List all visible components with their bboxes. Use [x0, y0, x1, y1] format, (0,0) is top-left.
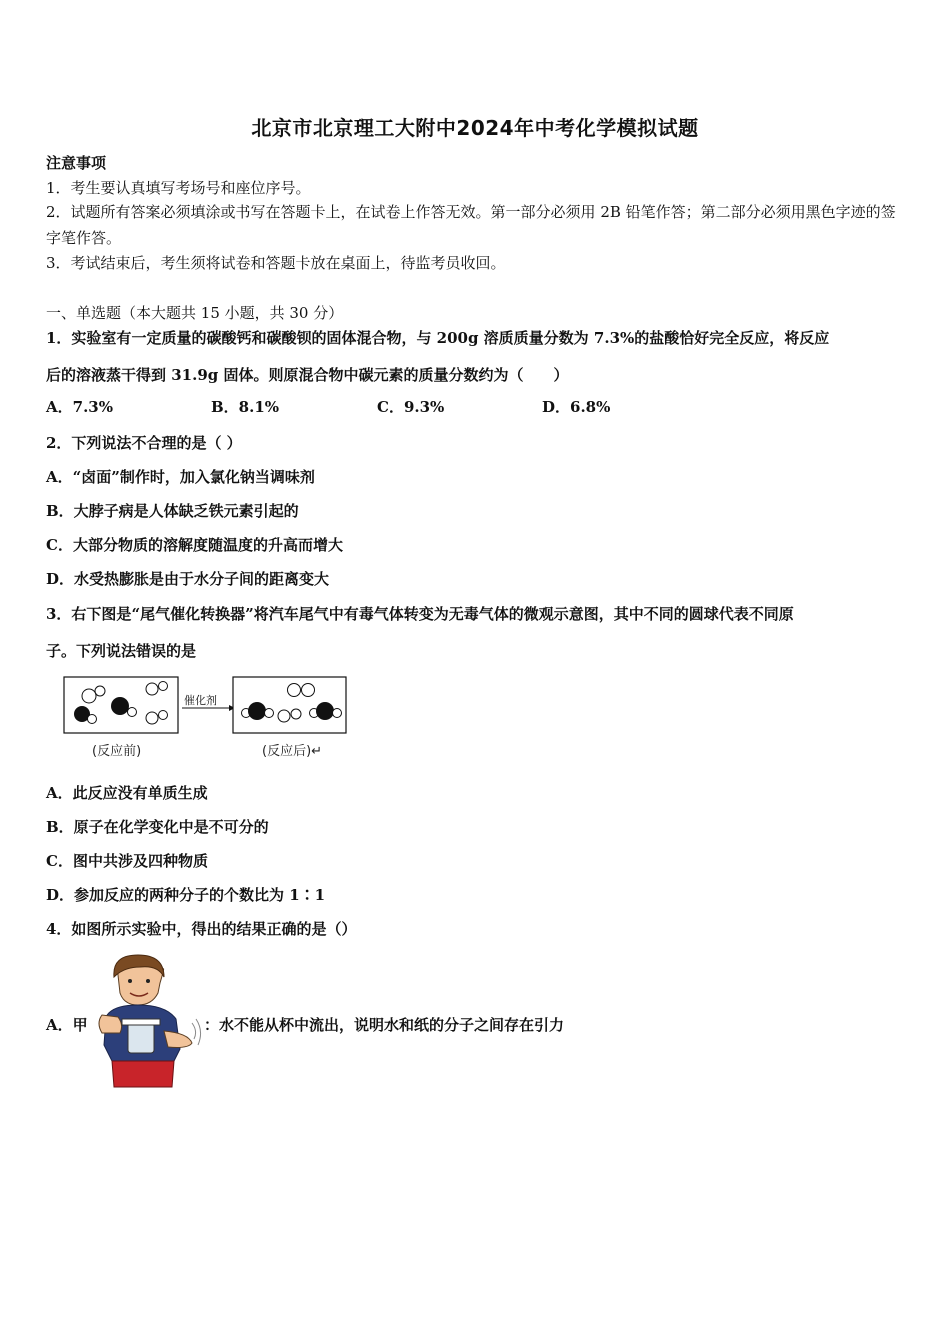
notes-item-1: 1．考生要认真填写考场号和座位序号。	[46, 179, 311, 197]
q1-option-b: B．8.1%	[211, 398, 280, 416]
before-caption: (反应前)	[92, 744, 142, 759]
notes-heading: 注意事项	[46, 154, 107, 172]
q3-option-d: D．参加反应的两种分子的个数比为 1∶1	[46, 886, 326, 904]
q1-options	[46, 396, 666, 418]
q4-option-a-text: ：水不能从杯中流出，说明水和纸的分子之间存在引力	[204, 1016, 565, 1034]
q4-stem: 4．如图所示实验中，得出的结果正确的是（）	[46, 920, 357, 938]
q2-option-a: A．“卤面”制作时，加入氯化钠当调味剂	[46, 468, 315, 486]
catalyst-label: 催化剂	[184, 694, 217, 707]
section-heading: 一、单选题（本大题共 15 小题，共 30 分）	[46, 304, 344, 322]
q3-stem-line-2: 子。下列说法错误的是	[46, 642, 197, 660]
q4-option-a-prefix: A．甲	[46, 1016, 88, 1034]
q2-option-d: D．水受热膨胀是由于水分子间的距离变大	[46, 570, 330, 588]
q1-stem-line-1: 1．实验室有一定质量的碳酸钙和碳酸钡的固体混合物，与 200g 溶质质量分数为 7.3%的盐酸恰好完全反应，将反应	[46, 329, 830, 347]
q2-option-c: C．大部分物质的溶解度随温度的升高而增大	[46, 536, 343, 554]
boy-experiment-illustration	[92, 953, 204, 1088]
notes-item-3: 3．考试结束后，考生须将试卷和答题卡放在桌面上，待监考员收回。	[46, 254, 506, 272]
q3-option-a: A．此反应没有单质生成	[46, 784, 208, 802]
q1-option-a: A．7.3%	[46, 398, 113, 416]
page-title: 北京市北京理工大附中2024年中考化学模拟试题	[251, 116, 699, 140]
q1-stem-line-2: 后的溶液蒸干得到 31.9g 固体。则原混合物中碳元素的质量分数约为（ ）	[46, 366, 569, 384]
q3-option-b: B．原子在化学变化中是不可分的	[46, 818, 269, 836]
q2-option-b: B．大脖子病是人体缺乏铁元素引起的	[46, 502, 299, 520]
q3-option-c: C．图中共涉及四种物质	[46, 852, 208, 870]
after-caption: (反应后)↵	[262, 744, 323, 759]
q3-stem-line-1: 3．右下图是“尾气催化转换器”将汽车尾气中有毒气体转变为无毒气体的微观示意图，其中不同的圆球代表不同原	[46, 605, 794, 623]
q1-option-c: C．9.3%	[377, 398, 445, 416]
notes-item-2: 2．试题所有答案必须填涂或书写在答题卡上，在试卷上作答无效。第一部分必须用 2B 铅笔作答；第二部分必须用黑色字迹的签字笔作答。	[46, 203, 896, 247]
q2-stem: 2．下列说法不合理的是（ ）	[46, 434, 242, 452]
q1-option-d: D．6.8%	[542, 398, 611, 416]
